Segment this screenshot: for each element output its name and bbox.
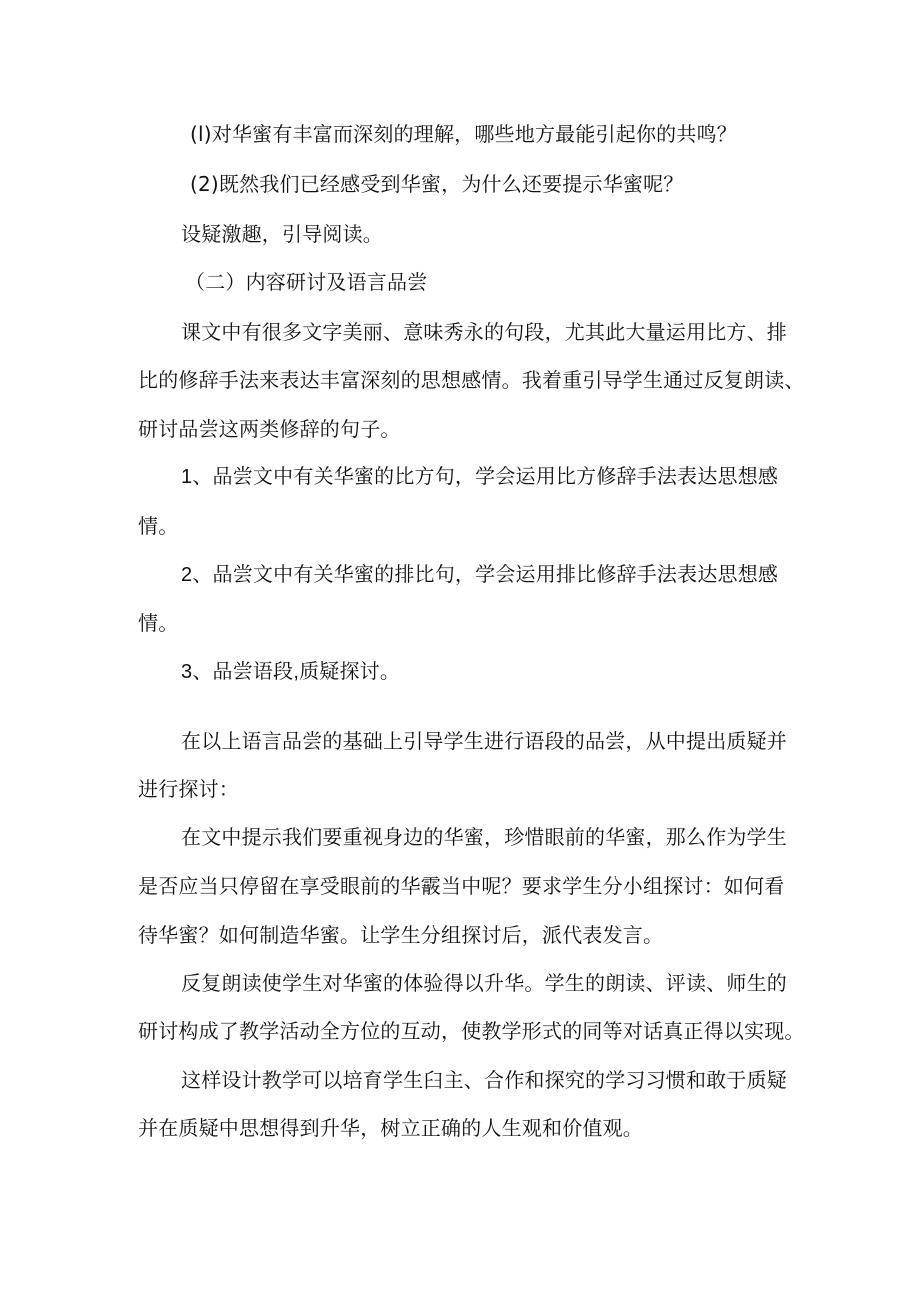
paragraph-line: 研讨构成了教学活动全方位的互动，使教学形式的同等对话真正得以实现。 [138,1019,805,1043]
paragraph-line: 课文中有很多文字美丽、意味秀永的句段，尤其此大量运用比方、排 [181,320,787,344]
question-2: (2)既然我们已经感受到华蜜，为什么还要提示华蜜呢？ [190,172,684,196]
list-item-1-continued: 情。 [138,514,179,538]
section-heading: （二）内容研讨及语言品尝 [185,270,428,294]
paragraph-line: 这样设计教学可以培育学生臼主、合作和探究的学习习惯和敢于质疑 [181,1068,787,1092]
paragraph-line: 设疑激趣，引导阅读。 [181,222,383,246]
list-item-1: 1、品尝文中有关华蜜的比方句，学会运用比方修辞手法表达思想感 [181,466,779,488]
paragraph-line: 是否应当只停留在享受眼前的华霰当中呢？要求学生分小组探讨：如何看 [138,874,785,898]
list-item-2-continued: 情。 [138,611,179,635]
paragraph-line: 比的修辞手法来表达丰富深刻的思想感情。我着重引导学生通过反复朗读、 [138,368,805,392]
paragraph-line: 研讨品尝这两类修辞的句子。 [138,417,401,441]
paragraph-line: 反复朗读使学生对华蜜的体验得以升华。学生的朗读、评读、师生的 [181,971,787,995]
list-item-3: 3、品尝语段,质疑探讨。 [181,661,401,683]
paragraph-line: 待华蜜？如何制造华蜜。让学生分组探讨后，派代表发言。 [138,923,664,947]
paragraph-line: 进行探讨： [138,777,239,801]
question-1: (l)对华蜜有丰富而深刻的理解，哪些地方最能引起你的共鸣？ [190,122,737,146]
list-item-2: 2、品尝文中有关华蜜的排比句，学会运用排比修辞手法表达思想感 [181,564,779,586]
paragraph-line: 并在质疑中思想得到升华，树立正确的人生观和价值观。 [138,1116,643,1140]
paragraph-line: 在以上语言品尝的基础上引导学生进行语段的品尝，从中提出质疑并 [181,729,787,753]
paragraph-line: 在文中提示我们要重视身边的华蜜，珍惜眼前的华蜜，那么作为学生 [181,825,787,849]
